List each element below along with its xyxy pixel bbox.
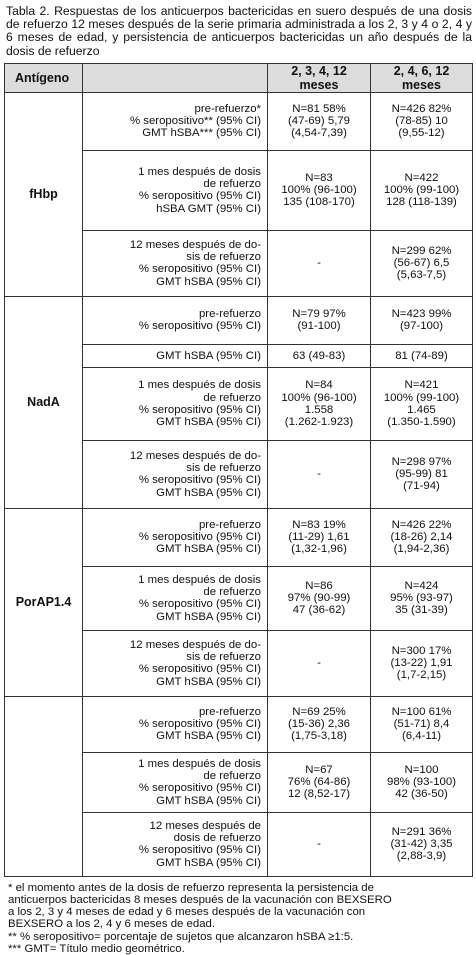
- header-group-a-line-2: meses: [299, 77, 339, 92]
- row-label-line: % seropositivo (95% CI): [138, 718, 261, 731]
- row-label-line: hSBA GMT (95% CI): [156, 202, 261, 215]
- row-label-line: 12 meses después de do-: [129, 638, 261, 651]
- value-line: (1,94-2,36): [393, 543, 450, 556]
- header-group-b-line-1: 2, 4, 6, 12: [393, 63, 450, 78]
- row-label: [83, 630, 268, 696]
- row-label-line: % seropositivo (95% CI): [138, 474, 261, 487]
- value-line: -: [317, 657, 321, 670]
- footnote-line: a los 2, 3 y 4 meses de edad y 6 meses después de la vacunación con: [8, 906, 366, 919]
- value-line: 100% (99-100): [383, 391, 460, 404]
- row-label-line: % seropositivo (95% CI): [138, 320, 261, 333]
- value-line: (31-42) 3,35: [390, 838, 453, 851]
- row-label-line: pre-refuerzo: [198, 519, 261, 531]
- value-line: N=100 61%: [391, 706, 452, 718]
- row-label-line: sis de refuerzo: [186, 251, 261, 264]
- value-line: (51-71) 8,4: [393, 718, 450, 731]
- row-label-line: GMT hSBA (95% CI): [156, 610, 261, 623]
- table-body: [5, 92, 473, 876]
- value-line: N=79 97%: [292, 308, 346, 321]
- value-line: (95-99) 81: [395, 468, 448, 481]
- value-cell-group-b: [371, 150, 473, 230]
- value-line: N=83: [305, 172, 333, 184]
- value-line: (1.350-1.590): [387, 416, 456, 429]
- footnote-line: ** % seropositivo= porcentaje de sujetos que alcanzaron hSBA ≥1:5.: [8, 930, 354, 943]
- row-label-line: sis de refuerzo: [186, 462, 261, 475]
- value-line: (97-100): [399, 320, 444, 333]
- row-label: [83, 508, 268, 566]
- value-cell-group-a: [268, 92, 371, 150]
- value-line: 12 (8,52-17): [287, 788, 351, 801]
- row-label-line: pre-refuerzo: [198, 706, 261, 718]
- row-label: [83, 752, 268, 812]
- row-label: [83, 150, 268, 230]
- value-cell-group-b: [371, 752, 473, 812]
- value-line: (91-100): [297, 320, 341, 333]
- value-line: 100% (96-100): [281, 184, 357, 197]
- value-line: N=426 22%: [391, 519, 452, 531]
- value-cell-group-a: [268, 230, 371, 296]
- value-line: (1,32-1,96): [291, 543, 347, 556]
- row-label-line: % seropositivo (95% CI): [138, 263, 261, 276]
- antigen-name: P1.4: [45, 595, 72, 610]
- row-label-line: % seropositivo (95% CI): [138, 190, 261, 203]
- value-cell-group-a: [268, 440, 371, 508]
- table-row: [5, 508, 473, 566]
- antigen-cell: [5, 508, 83, 696]
- value-line: 98% (93-100): [386, 776, 457, 789]
- value-line: N=67: [305, 764, 333, 776]
- footnote-line: BEXSERO a los 2, 4 y 6 meses de edad.: [8, 918, 216, 931]
- value-line: 42 (36-50): [395, 788, 448, 801]
- table-row: [5, 696, 473, 752]
- row-label-line: 1 mes después de dosis: [138, 379, 261, 392]
- value-line: (78-85) 10: [395, 115, 448, 128]
- value-cell-group-a: [268, 508, 371, 566]
- row-label-line: GMT hSBA (95% CI): [156, 543, 261, 556]
- row-label-line: % seropositivo (95% CI): [138, 663, 261, 676]
- row-label: [83, 230, 268, 296]
- value-line: -: [317, 257, 321, 270]
- antigen-cell: [5, 696, 83, 876]
- value-line: 100% (96-100): [281, 391, 357, 404]
- value-line: N=83 19%: [292, 519, 346, 531]
- value-line: (2,88-3,9): [396, 850, 447, 863]
- value-line: (15-36) 2,36: [287, 718, 351, 731]
- row-label-line: de refuerzo: [203, 586, 261, 599]
- value-line: N=298 97%: [391, 456, 452, 468]
- value-line: 128 (118-139): [386, 196, 457, 209]
- value-line: (9,55-12): [398, 127, 445, 140]
- row-label-line: GMT hSBA (95% CI): [156, 349, 261, 362]
- value-cell-group-a: [268, 696, 371, 752]
- value-line: N=81 58%: [292, 103, 346, 115]
- antigen-name: PorA: [15, 595, 46, 610]
- value-cell-group-b: [371, 230, 473, 296]
- value-line: (6,4-11): [401, 730, 442, 743]
- value-cell-group-b: [371, 566, 473, 630]
- footnotes: [8, 882, 470, 955]
- row-label: [83, 566, 268, 630]
- row-label-line: GMT hSBA (95% CI): [156, 675, 261, 688]
- value-line: N=422: [404, 172, 439, 184]
- value-line: N=421: [404, 379, 439, 392]
- row-label-line: 12 meses después de do-: [129, 238, 261, 251]
- value-cell-group-b: [371, 630, 473, 696]
- row-label: [83, 367, 268, 440]
- value-line: (5,63-7,5): [396, 269, 447, 282]
- value-line: -: [317, 468, 321, 481]
- row-label-line: GMT hSBA (95% CI): [156, 416, 261, 429]
- value-line: 135 (108-170): [283, 196, 355, 209]
- row-label-line: % seropositivo (95% CI): [138, 531, 261, 544]
- value-cell-group-b: [371, 812, 473, 876]
- table-row: [5, 296, 473, 344]
- value-cell-group-a: [268, 296, 371, 344]
- value-cell-group-b: [371, 92, 473, 150]
- row-label-line: pre-refuerzo: [198, 308, 261, 321]
- value-line: N=300 17%: [391, 645, 452, 657]
- value-line: (71-94): [403, 480, 440, 493]
- footnote-line: *** GMT= Título medio geométrico.: [8, 942, 185, 955]
- row-label-line: GMT hSBA (95% CI): [156, 856, 261, 869]
- value-line: 95% (93-97): [390, 592, 453, 605]
- value-line: N=69 25%: [292, 706, 346, 718]
- footnote-line: * el momento antes de la dosis de refuerzo representa la persistencia de: [8, 881, 374, 894]
- table-caption: Tabla 2. Respuestas de los anticuerpos bactericidas en suero después de una dosis de refuerzo 12 meses después de la serie primaria administrada a los 2, 3 y 4 o 2, 4 y 6 meses de edad, y persistencia de anticuerpos bactericidas un año después de la dosis de refuerzo: [6, 4, 472, 58]
- value-line: 81 (74-89): [395, 349, 448, 362]
- row-label-line: % seropositivo (95% CI): [138, 782, 261, 795]
- row-label-line: % seropositivo** (95% CI): [129, 115, 261, 128]
- value-cell-group-a: [268, 344, 371, 367]
- row-label-line: GMT hSBA (95% CI): [156, 486, 261, 499]
- value-cell-group-a: [268, 150, 371, 230]
- value-line: (18-26) 2,14: [390, 531, 453, 544]
- value-line: (56-67) 6,5: [393, 257, 450, 270]
- row-label-line: 1 mes después de dosis: [138, 757, 261, 770]
- row-label-line: 12 meses después de do-: [129, 449, 261, 462]
- antigen-cell: [5, 296, 83, 508]
- value-cell-group-b: [371, 696, 473, 752]
- row-label-line: 1 mes después de dosis: [138, 573, 261, 586]
- value-cell-group-a: [268, 752, 371, 812]
- value-line: 76% (64-86): [287, 776, 351, 789]
- value-line: N=100: [404, 764, 439, 776]
- value-line: N=424: [404, 580, 439, 592]
- value-line: 63 (49-83): [292, 349, 346, 362]
- value-cell-group-a: [268, 812, 371, 876]
- value-line: -: [317, 838, 321, 851]
- value-line: (13-22) 1,91: [390, 657, 453, 670]
- row-label: [83, 440, 268, 508]
- value-cell-group-b: [371, 367, 473, 440]
- row-label-line: dosis de refuerzo: [173, 832, 261, 845]
- value-line: 1.558: [304, 403, 334, 416]
- value-line: (11-29) 1,61: [288, 531, 350, 544]
- row-label-line: de refuerzo: [203, 770, 261, 783]
- header-group-a: [268, 63, 371, 92]
- row-label: [83, 696, 268, 752]
- value-cell-group-b: [371, 296, 473, 344]
- header-group-b-line-2: meses: [402, 77, 441, 92]
- row-label-line: 1 mes después de dosis: [138, 165, 261, 178]
- row-label-line: GMT hSBA*** (95% CI): [142, 127, 261, 140]
- row-label: [83, 296, 268, 344]
- value-line: N=291 36%: [391, 826, 452, 838]
- value-line: 1.465: [407, 403, 436, 416]
- value-line: N=84: [305, 379, 333, 392]
- value-cell-group-b: [371, 440, 473, 508]
- row-label-line: 12 meses después de: [149, 819, 261, 832]
- value-cell-group-b: [371, 508, 473, 566]
- header-group-b: [371, 63, 473, 92]
- value-line: N=86: [305, 580, 333, 592]
- value-line: N=299 62%: [391, 245, 452, 257]
- row-label-line: sis de refuerzo: [186, 651, 261, 664]
- value-line: (1,7-2,15): [396, 669, 447, 682]
- antigen-cell: [5, 92, 83, 296]
- row-label: [83, 344, 268, 367]
- row-label-line: % seropositivo (95% CI): [138, 844, 261, 857]
- value-line: 47 (36-62): [292, 604, 346, 617]
- value-line: 97% (90-99): [287, 592, 351, 605]
- row-label-line: pre-refuerzo*: [194, 103, 261, 115]
- table-row: [5, 92, 473, 150]
- value-line: N=423 99%: [391, 308, 452, 321]
- value-cell-group-a: [268, 630, 371, 696]
- row-label-line: de refuerzo: [203, 178, 261, 191]
- row-label-line: % seropositivo (95% CI): [138, 403, 261, 416]
- value-line: 100% (99-100): [383, 184, 460, 197]
- value-line: (47-69) 5,79: [287, 115, 351, 128]
- results-table: [4, 63, 473, 877]
- value-cell-group-a: [268, 566, 371, 630]
- value-line: (1.262-1.923): [284, 416, 354, 429]
- value-cell-group-b: [371, 344, 473, 367]
- value-line: (1,75-3,18): [291, 730, 347, 743]
- header-group-a-line-1: 2, 3, 4, 12: [291, 63, 347, 78]
- value-cell-group-a: [268, 367, 371, 440]
- header-label-column: [83, 63, 268, 92]
- header-row: [5, 63, 473, 92]
- value-line: N=426 82%: [391, 103, 452, 115]
- row-label-line: GMT hSBA (95% CI): [156, 730, 261, 743]
- header-antigen: Antígeno: [5, 63, 83, 92]
- row-label: [83, 812, 268, 876]
- row-label-line: GMT hSBA (95% CI): [156, 794, 261, 807]
- antigen-name: fHbp: [29, 187, 58, 202]
- row-label-line: de refuerzo: [203, 391, 261, 404]
- row-label-line: % seropositivo (95% CI): [138, 598, 261, 611]
- antigen-name: NadA: [27, 395, 60, 410]
- value-line: 35 (31-39): [395, 604, 448, 617]
- row-label-line: GMT hSBA (95% CI): [156, 275, 261, 288]
- footnote-line: anticuerpos bactericidas 8 meses después de la vacunación con BEXSERO: [8, 894, 392, 907]
- value-line: (4,54-7,39): [291, 127, 347, 140]
- row-label: [83, 92, 268, 150]
